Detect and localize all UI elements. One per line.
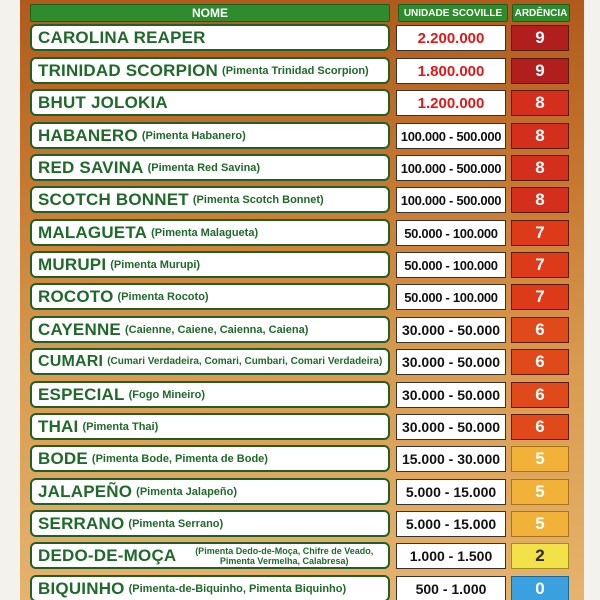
pepper-alias: (Pimenta Dedo-de-Moça, Chifre de Veado, Pimenta Vermelha, Calabresa) (195, 545, 374, 566)
pepper-name: JALAPEÑO (38, 481, 133, 501)
pepper-name-cell (30, 445, 390, 472)
pepper-name-cell (30, 89, 390, 116)
scoville-value: 50.000 - 100.000 (396, 284, 506, 310)
ardencia-badge: 6 (511, 349, 569, 375)
scoville-value: 5.000 - 15.000 (396, 511, 506, 537)
ardencia-badge: 6 (511, 414, 569, 440)
pepper-name: BHUT JOLOKIA (38, 92, 168, 112)
ardencia-badge: 8 (511, 90, 569, 116)
pepper-row (30, 575, 566, 600)
pepper-alias: (Pimenta Scotch Bonnet) (192, 193, 324, 206)
ardencia-badge: 8 (511, 187, 569, 213)
pepper-row (30, 186, 566, 213)
pepper-name: RED SAVINA (38, 157, 144, 177)
pepper-row (30, 445, 566, 472)
pepper-name: ESPECIAL (38, 384, 125, 404)
pepper-row (30, 57, 566, 84)
ardencia-badge: 7 (511, 284, 569, 310)
pepper-name: CUMARI (38, 352, 104, 370)
ardencia-badge: 9 (511, 25, 569, 51)
header-scoville: UNIDADE SCOVILLE (398, 4, 508, 22)
pepper-name-cell (30, 122, 390, 149)
pepper-name: BIQUINHO (38, 578, 125, 598)
pepper-alias: (Fogo Mineiro) (128, 388, 205, 401)
scoville-value: 2.200.000 (396, 25, 506, 51)
pepper-alias: (Pimenta Bode, Pimenta de Bode) (91, 452, 268, 465)
pepper-name-cell (30, 542, 390, 569)
pepper-name: CAROLINA REAPER (38, 27, 206, 47)
pepper-row (30, 219, 566, 246)
pepper-row (30, 478, 566, 505)
header-name: NOME (30, 4, 390, 22)
pepper-alias: (Cumari Verdadeira, Comari, Cumbari, Comari Verdadeira) (107, 356, 383, 367)
ardencia-badge: 8 (511, 123, 569, 149)
ardencia-badge: 2 (511, 543, 569, 569)
pepper-row (30, 89, 566, 116)
pepper-name-cell (30, 348, 390, 375)
pepper-name-cell (30, 381, 390, 408)
ardencia-badge: 6 (511, 317, 569, 343)
pepper-name: BODE (38, 448, 88, 468)
pepper-row (30, 510, 566, 537)
pepper-row (30, 316, 566, 343)
pepper-name-cell (30, 510, 390, 537)
pepper-name-cell (30, 575, 390, 600)
pepper-name-cell (30, 24, 390, 51)
scoville-value: 30.000 - 50.000 (396, 382, 506, 408)
table-header (30, 4, 574, 22)
pepper-alias: (Pimenta Habanero) (141, 129, 246, 142)
pepper-alias: (Pimenta Jalapeño) (136, 485, 238, 498)
pepper-row (30, 348, 566, 375)
pepper-row (30, 154, 566, 181)
pepper-alias: (Pimenta Red Savina) (147, 161, 261, 174)
pepper-alias: (Pimenta-de-Biquinho, Pimenta Biquinho) (128, 582, 347, 595)
pepper-row (30, 413, 566, 440)
pepper-name-cell (30, 283, 390, 310)
scoville-value: 5.000 - 15.000 (396, 479, 506, 505)
pepper-name: MALAGUETA (38, 222, 148, 242)
ardencia-badge: 5 (511, 446, 569, 472)
ardencia-badge: 8 (511, 155, 569, 181)
pepper-name: TRINIDAD SCORPION (38, 60, 219, 80)
pepper-row (30, 381, 566, 408)
scoville-value: 50.000 - 100.000 (396, 220, 506, 246)
pepper-name-cell (30, 251, 390, 278)
ardencia-badge: 7 (511, 252, 569, 278)
scoville-value: 30.000 - 50.000 (396, 349, 506, 375)
pepper-name-cell (30, 316, 390, 343)
pepper-alias: (Pimenta Serrano) (128, 517, 224, 530)
pepper-name: HABANERO (38, 125, 138, 145)
scoville-value: 100.000 - 500.000 (396, 123, 506, 149)
pepper-name-cell (30, 478, 390, 505)
pepper-alias: (Caienne, Caiene, Caienna, Caiena) (124, 323, 309, 336)
pepper-row (30, 283, 566, 310)
pepper-alias: (Pimenta Rocoto) (117, 290, 209, 303)
scoville-value: 30.000 - 50.000 (396, 317, 506, 343)
scoville-value: 30.000 - 50.000 (396, 414, 506, 440)
pepper-name-cell (30, 186, 390, 213)
ardencia-badge: 0 (511, 576, 569, 600)
pepper-name-cell (30, 57, 390, 84)
pepper-name: MURUPI (38, 254, 107, 274)
pepper-heat-chart (20, 0, 584, 600)
ardencia-badge: 7 (511, 220, 569, 246)
pepper-row (30, 24, 566, 51)
ardencia-badge: 6 (511, 382, 569, 408)
header-ardencia: ARDÊNCIA (512, 4, 570, 22)
pepper-name: DEDO-DE-MOÇA (38, 545, 177, 565)
scoville-value: 100.000 - 500.000 (396, 187, 506, 213)
ardencia-badge: 9 (511, 58, 569, 84)
scoville-value: 100.000 - 500.000 (396, 155, 506, 181)
scoville-value: 1.800.000 (396, 58, 506, 84)
scoville-value: 500 - 1.000 (396, 576, 506, 600)
scoville-value: 50.000 - 100.000 (396, 252, 506, 278)
pepper-name: ROCOTO (38, 286, 114, 306)
pepper-row (30, 251, 566, 278)
pepper-name: CAYENNE (38, 319, 121, 339)
pepper-name-cell (30, 219, 390, 246)
pepper-name-cell (30, 154, 390, 181)
scoville-value: 1.200.000 (396, 90, 506, 116)
pepper-alias: (Pimenta Thai) (82, 420, 159, 433)
scoville-value: 15.000 - 30.000 (396, 446, 506, 472)
pepper-name: SERRANO (38, 513, 125, 533)
pepper-row (30, 122, 566, 149)
pepper-alias: (Pimenta Malagueta) (151, 226, 259, 239)
scoville-value: 1.000 - 1.500 (396, 543, 506, 569)
pepper-name: SCOTCH BONNET (38, 189, 189, 209)
ardencia-badge: 5 (511, 511, 569, 537)
ardencia-badge: 5 (511, 479, 569, 505)
pepper-alias: (Pimenta Trinidad Scorpion) (222, 64, 369, 77)
pepper-alias: (Pimenta Murupi) (110, 258, 201, 271)
pepper-row (30, 542, 566, 569)
pepper-name-cell (30, 413, 390, 440)
pepper-name: THAI (38, 416, 79, 436)
